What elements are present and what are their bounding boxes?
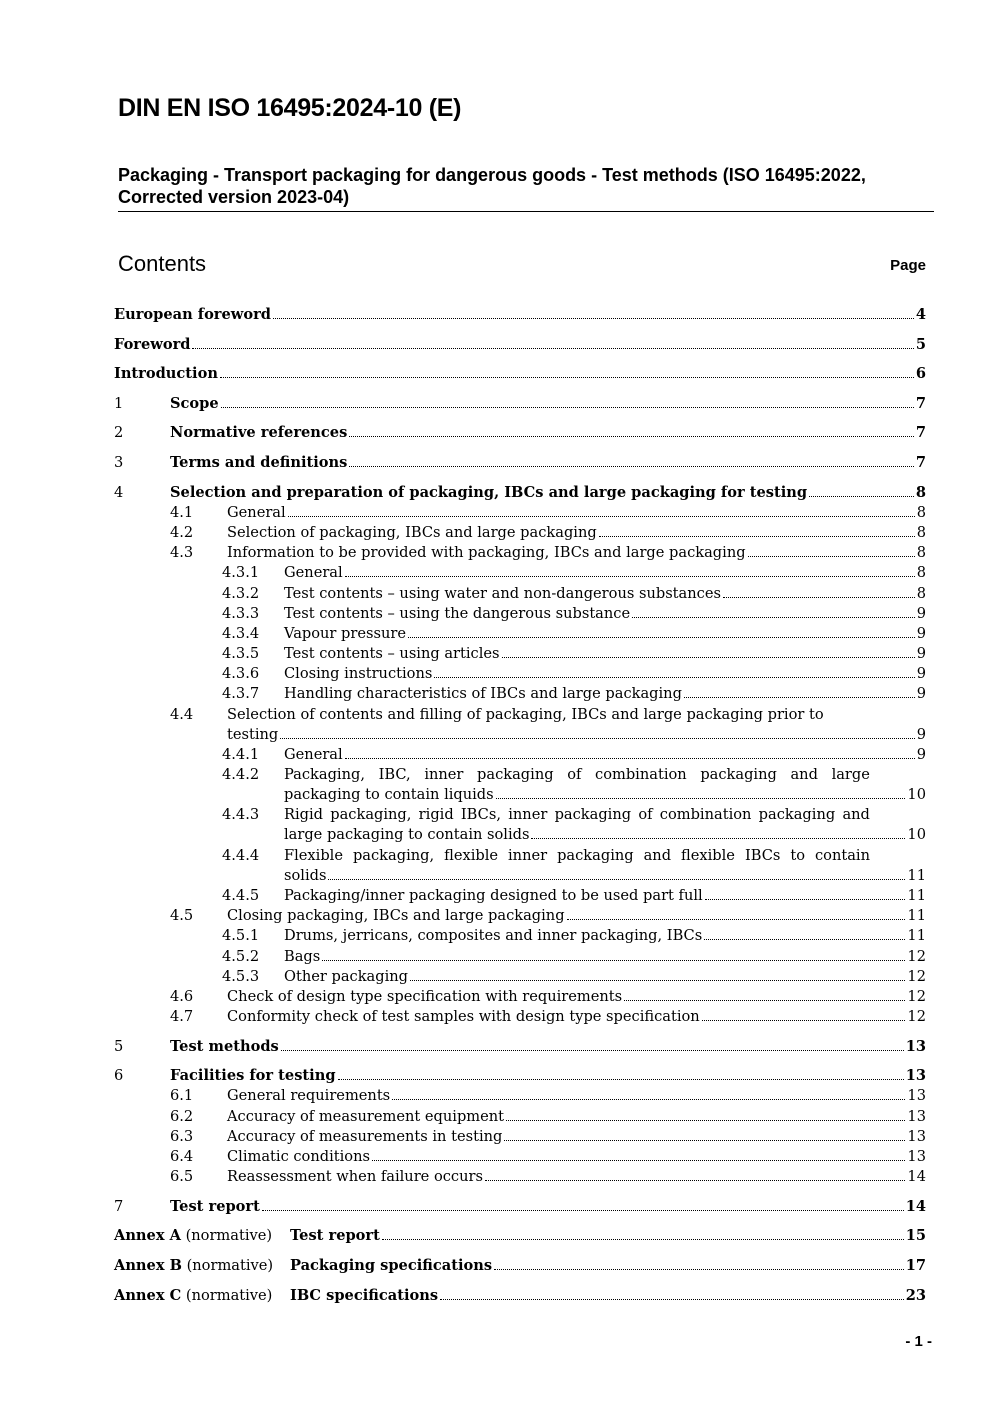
dot-leader — [220, 377, 914, 378]
toc-entry-title: Test contents – using the dangerous substance — [284, 605, 631, 622]
toc-entry-page: 9 — [916, 605, 926, 622]
toc-entry-number: 4.5.1 — [222, 927, 260, 944]
dot-leader — [322, 960, 905, 961]
toc-entry-title: Reassessment when failure occurs — [227, 1168, 483, 1185]
toc-entry-number: 6 — [114, 1067, 124, 1084]
toc-entry-title-line: Flexible packaging, flexible inner packaging and flexible IBCs to contain — [284, 847, 870, 864]
toc-entry-page: 15 — [905, 1227, 926, 1244]
dot-leader — [567, 919, 906, 920]
toc-entry-number: 4.4.2 — [222, 766, 260, 783]
toc-entry-number: 4.4 — [170, 706, 194, 723]
toc-entry-page: 14 — [905, 1198, 926, 1215]
toc-entry-title: Vapour pressure — [284, 625, 406, 642]
toc-entry-number: Annex C (normative) — [114, 1287, 273, 1304]
toc-entry-number: 4.4.4 — [222, 847, 260, 864]
toc-entry-number: 4.4.5 — [222, 887, 260, 904]
toc-entry-title: Test contents – using articles — [284, 645, 500, 662]
toc-entry-number: 4.5 — [170, 907, 194, 924]
toc-entry-number: 6.5 — [170, 1168, 194, 1185]
dot-leader — [382, 1239, 904, 1240]
dot-leader — [262, 1210, 904, 1211]
toc-entry-title-line: Packaging, IBC, inner packaging of combination packaging and large — [284, 766, 870, 783]
toc-entry-page: 12 — [907, 968, 926, 985]
toc-entry-title: General — [284, 746, 343, 763]
toc-entry-number: Annex B (normative) — [114, 1257, 274, 1274]
toc-entry-title: General — [284, 564, 343, 581]
dot-leader — [632, 617, 915, 618]
toc-entry-page: 8 — [916, 524, 926, 541]
toc-entry-number: 4.1 — [170, 504, 194, 521]
toc-entry-title: Test methods — [170, 1038, 279, 1055]
toc-entry-page: 13 — [907, 1087, 926, 1104]
toc-entry-title: Closing packaging, IBCs and large packaging — [227, 907, 565, 924]
toc-entry-number: 5 — [114, 1038, 124, 1055]
toc-entry-page: 8 — [916, 504, 926, 521]
dot-leader — [345, 576, 915, 577]
toc-entry-page: 6 — [915, 365, 926, 382]
dot-leader — [328, 879, 905, 880]
toc-entry-page: 7 — [915, 454, 926, 471]
toc-entry-page: 13 — [907, 1108, 926, 1125]
toc-entry-title-line: Rigid packaging, rigid IBCs, inner packaging of combination packaging and — [284, 806, 870, 823]
toc-entry-title: Terms and definitions — [170, 454, 348, 471]
toc-entry-page: 9 — [916, 685, 926, 702]
toc-entry-number: 4.3.4 — [222, 625, 260, 642]
dot-leader — [440, 1299, 904, 1300]
toc-entry-number: 4.3.3 — [222, 605, 260, 622]
toc-entry-page: 9 — [916, 746, 926, 763]
toc-entry-title: European foreword — [114, 306, 271, 323]
toc-entry-number: 4.6 — [170, 988, 194, 1005]
toc-entry-title: Normative references — [170, 424, 348, 441]
toc-entry-page: 10 — [907, 786, 926, 803]
toc-entry-title: Selection and preparation of packaging, IBCs and large packaging for testing — [170, 484, 808, 501]
dot-leader — [496, 798, 906, 799]
toc-entry-number: 4.5.2 — [222, 948, 260, 965]
toc-entry-page: 13 — [907, 1128, 926, 1145]
toc-entry-title: Test report — [170, 1198, 260, 1215]
dot-leader — [506, 1120, 905, 1121]
dot-leader — [702, 1020, 906, 1021]
toc-entry-title: Test contents – using water and non-dangerous substances — [284, 585, 721, 602]
toc-entry-title: Facilities for testing — [170, 1067, 336, 1084]
dot-leader — [338, 1079, 904, 1080]
page-column-heading: Page — [890, 257, 926, 274]
toc-entry-page: 9 — [916, 625, 926, 642]
table-of-contents — [114, 0, 926, 1403]
toc-entry-page: 23 — [905, 1287, 926, 1304]
toc-entry-page: 7 — [915, 424, 926, 441]
dot-leader — [723, 597, 915, 598]
dot-leader — [531, 838, 905, 839]
dot-leader — [372, 1160, 905, 1161]
toc-entry-number: 4.3.5 — [222, 645, 260, 662]
toc-entry-page: 9 — [916, 645, 926, 662]
toc-entry-title: IBC specifications — [290, 1287, 439, 1304]
toc-entry-title: General requirements — [227, 1087, 391, 1104]
toc-entry-number: Annex A (normative) — [114, 1227, 273, 1244]
dot-leader — [280, 738, 914, 739]
dot-leader — [704, 939, 905, 940]
toc-entry-title: Check of design type specification with requirements — [227, 988, 623, 1005]
dot-leader — [408, 637, 915, 638]
toc-entry-page: 8 — [915, 484, 926, 501]
toc-entry-page: 17 — [905, 1257, 926, 1274]
toc-entry-page: 14 — [907, 1168, 926, 1185]
toc-entry-title: Scope — [170, 395, 219, 412]
dot-leader — [392, 1099, 905, 1100]
toc-entry-number: 2 — [114, 424, 124, 441]
toc-entry-number: 1 — [114, 395, 124, 412]
toc-entry-number: 4.7 — [170, 1008, 194, 1025]
dot-leader — [349, 436, 914, 437]
dot-leader — [281, 1050, 904, 1051]
toc-entry-page: 11 — [907, 927, 926, 944]
dot-leader — [192, 348, 913, 349]
toc-entry-title: Accuracy of measurements in testing — [227, 1128, 503, 1145]
toc-entry-title: Test report — [290, 1227, 380, 1244]
toc-entry-page: 8 — [916, 544, 926, 561]
toc-entry-page: 10 — [907, 826, 926, 843]
toc-entry-page: 12 — [907, 948, 926, 965]
toc-entry-page: 11 — [907, 867, 926, 884]
toc-entry-page: 13 — [905, 1038, 926, 1055]
toc-entry-title: Accuracy of measurement equipment — [227, 1108, 505, 1125]
dot-leader — [684, 697, 915, 698]
toc-entry-number: 6.1 — [170, 1087, 194, 1104]
toc-entry-title: Handling characteristics of IBCs and large packaging — [284, 685, 682, 702]
toc-entry-number: 6.3 — [170, 1128, 194, 1145]
dot-leader — [809, 496, 914, 497]
toc-entry-page: 13 — [907, 1148, 926, 1165]
dot-leader — [221, 407, 914, 408]
toc-entry-title: Introduction — [114, 365, 218, 382]
toc-entry-number: 3 — [114, 454, 124, 471]
toc-entry-page: 12 — [907, 1008, 926, 1025]
dot-leader — [345, 758, 915, 759]
toc-entry-number: 4.3 — [170, 544, 194, 561]
toc-entry-title-line: Selection of contents and filling of packaging, IBCs and large packaging prior to — [227, 706, 824, 723]
toc-entry-number: 4.3.1 — [222, 564, 260, 581]
dot-leader — [705, 899, 906, 900]
document-title: DIN EN ISO 16495:2024-10 (E) — [118, 94, 462, 122]
toc-entry-number: 4.4.1 — [222, 746, 260, 763]
toc-entry-number: 4.3.6 — [222, 665, 260, 682]
toc-entry-page: 8 — [916, 564, 926, 581]
toc-entry-number: 4 — [114, 484, 124, 501]
dot-leader — [410, 980, 905, 981]
toc-entry-title: Packaging/inner packaging designed to be used part full — [284, 887, 703, 904]
dot-leader — [485, 1180, 905, 1181]
toc-entry-number: 4.5.3 — [222, 968, 260, 985]
dot-leader — [599, 536, 915, 537]
dot-leader — [494, 1269, 904, 1270]
toc-entry-number: 4.3.2 — [222, 585, 260, 602]
toc-entry-page: 5 — [915, 336, 926, 353]
toc-entry-number: 6.4 — [170, 1148, 194, 1165]
toc-entry-page: 8 — [916, 585, 926, 602]
contents-heading: Contents — [118, 251, 207, 276]
toc-entry-title: solids — [284, 867, 327, 884]
toc-entry-title: large packaging to contain solids — [284, 826, 530, 843]
document-subtitle: Packaging - Transport packaging for dangerous goods - Test methods (ISO 16495:2022, Corrected version 2023-04) — [118, 164, 934, 212]
dot-leader — [288, 516, 915, 517]
dot-leader — [624, 1000, 905, 1001]
toc-entry-title: Drums, jerricans, composites and inner packaging, IBCs — [284, 927, 703, 944]
toc-entry-title: Information to be provided with packaging, IBCs and large packaging — [227, 544, 746, 561]
toc-entry-number: 4.2 — [170, 524, 194, 541]
toc-entry-title: testing — [227, 726, 279, 743]
toc-entry-title: Closing instructions — [284, 665, 433, 682]
toc-entry-title: Other packaging — [284, 968, 408, 985]
toc-entry-page: 9 — [916, 726, 926, 743]
dot-leader — [504, 1140, 905, 1141]
toc-entry-title: Climatic conditions — [227, 1148, 370, 1165]
toc-entry-page: 11 — [907, 887, 926, 904]
page-number: - 1 - — [905, 1333, 932, 1350]
toc-entry-title: Foreword — [114, 336, 191, 353]
toc-entry-number: 4.4.3 — [222, 806, 260, 823]
toc-entry-title: General — [227, 504, 286, 521]
dot-leader — [502, 657, 915, 658]
dot-leader — [748, 556, 915, 557]
toc-entry-number: 6.2 — [170, 1108, 194, 1125]
toc-entry-title: packaging to contain liquids — [284, 786, 494, 803]
toc-entry-title: Bags — [284, 948, 321, 965]
toc-entry-number: 7 — [114, 1198, 124, 1215]
toc-entry-page: 9 — [916, 665, 926, 682]
toc-entry-page: 7 — [915, 395, 926, 412]
toc-entry-page: 4 — [915, 306, 926, 323]
toc-entry-page: 13 — [905, 1067, 926, 1084]
dot-leader — [434, 677, 914, 678]
toc-entry-title: Packaging specifications — [290, 1257, 493, 1274]
dot-leader — [349, 466, 913, 467]
dot-leader — [273, 318, 914, 319]
toc-entry-page: 11 — [907, 907, 926, 924]
toc-entry-page: 12 — [907, 988, 926, 1005]
toc-entry-title: Selection of packaging, IBCs and large packaging — [227, 524, 597, 541]
toc-entry-number: 4.3.7 — [222, 685, 260, 702]
toc-entry-title: Conformity check of test samples with design type specification — [227, 1008, 700, 1025]
